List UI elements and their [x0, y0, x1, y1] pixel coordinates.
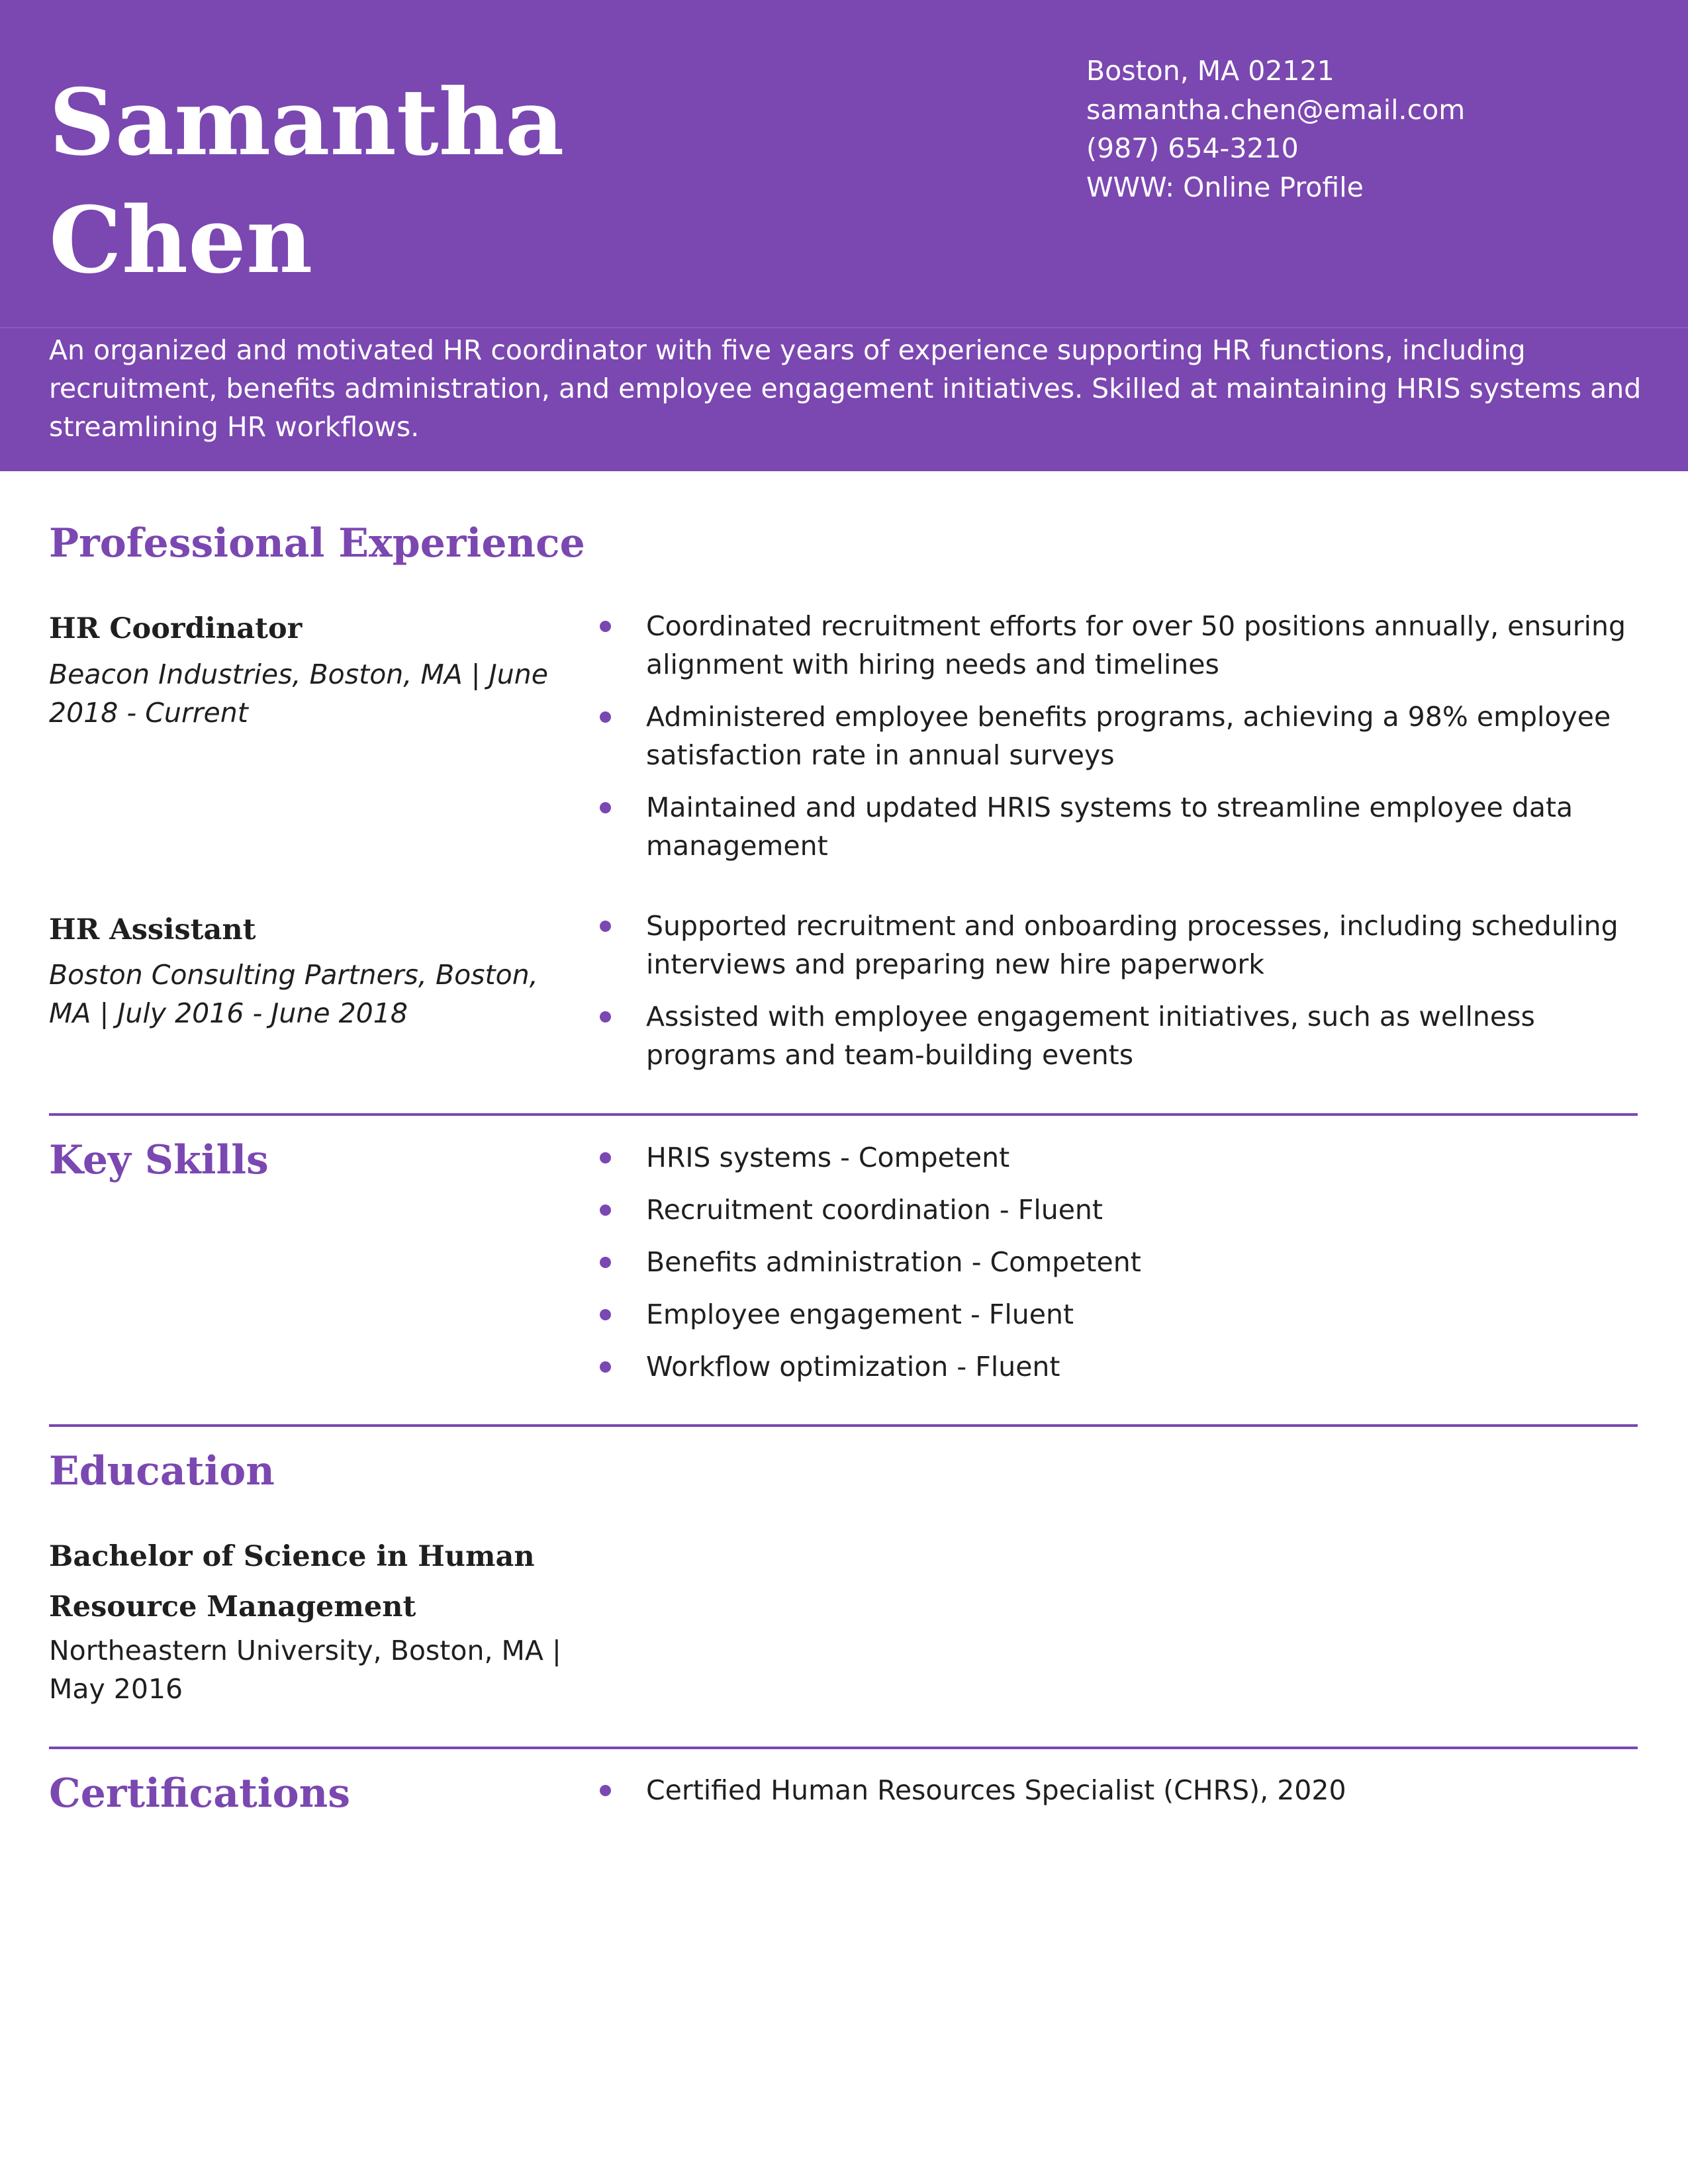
education-degree: Bachelor of Science in Human Resource Management — [49, 1540, 535, 1623]
list-item — [600, 788, 1652, 865]
last-name: Chen — [49, 186, 313, 294]
job-meta: Beacon Industries, Boston, MA | June 2018 - Current — [49, 659, 548, 729]
list-item — [600, 1295, 1652, 1334]
section-title-education: Education — [49, 1448, 275, 1494]
list-item — [600, 1243, 1652, 1281]
bullet-text: Coordinated recruitment efforts for over 50 positions annually, ensuring alignment with hiring needs and timelines — [646, 610, 1626, 680]
job-meta: Boston Consulting Partners, Boston, MA | July 2016 - June 2018 — [49, 959, 538, 1029]
list-item — [600, 1347, 1652, 1386]
certifications-list — [600, 1771, 1652, 1809]
section-divider — [49, 1747, 1638, 1749]
skill-text: Workflow optimization - Fluent — [646, 1351, 1060, 1383]
bullet-text: Supported recruitment and onboarding processes, including scheduling interviews and preparing new hire paperwork — [646, 910, 1618, 980]
list-item — [600, 1191, 1652, 1229]
job-bullet-list — [600, 907, 1652, 1088]
education-meta: Northeastern University, Boston, MA | May 2016 — [49, 1635, 561, 1705]
bullet-text: Assisted with employee engagement initiatives, such as wellness programs and team-building events — [646, 1001, 1535, 1071]
bullet-text: Administered employee benefits programs, achieving a 98% employee satisfaction rate in annual surveys — [646, 701, 1611, 771]
contact-website[interactable]: WWW: Online Profile — [1086, 171, 1364, 203]
section-title-experience: Professional Experience — [49, 520, 585, 567]
job-role: HR Coordinator — [49, 612, 303, 645]
skill-text: Employee engagement - Fluent — [646, 1298, 1074, 1330]
list-item — [600, 997, 1652, 1074]
contact-email[interactable]: samantha.chen@email.com — [1086, 93, 1466, 126]
certification-text: Certified Human Resources Specialist (CHRS), 2020 — [646, 1774, 1346, 1806]
contact-phone[interactable]: (987) 654-3210 — [1086, 132, 1299, 164]
job-role: HR Assistant — [49, 913, 256, 946]
bullet-text: Maintained and updated HRIS systems to streamline employee data management — [646, 792, 1573, 862]
list-item — [600, 607, 1652, 684]
bullet-icon — [600, 1361, 611, 1373]
bullet-icon — [600, 802, 611, 813]
section-divider — [49, 1424, 1638, 1427]
bullet-icon — [600, 1011, 611, 1023]
contact-address: Boston, MA 02121 — [1086, 55, 1335, 87]
list-item — [600, 698, 1652, 774]
skills-list — [600, 1138, 1652, 1400]
skill-text: Benefits administration - Competent — [646, 1246, 1141, 1278]
bullet-icon — [600, 1205, 611, 1216]
list-item — [600, 1771, 1652, 1809]
section-title-skills: Key Skills — [49, 1137, 269, 1183]
candidate-name — [49, 64, 711, 299]
header-divider — [0, 327, 1688, 328]
skill-text: HRIS systems - Competent — [646, 1142, 1010, 1173]
list-item — [600, 907, 1652, 983]
skill-text: Recruitment coordination - Fluent — [646, 1194, 1103, 1226]
bullet-icon — [600, 621, 611, 632]
bullet-icon — [600, 1309, 611, 1320]
contact-block — [1086, 52, 1656, 206]
bullet-icon — [600, 1785, 611, 1796]
first-name: Samantha — [49, 68, 565, 176]
section-divider — [49, 1113, 1638, 1116]
list-item — [600, 1138, 1652, 1177]
section-title-certifications: Certifications — [49, 1770, 351, 1817]
bullet-icon — [600, 1257, 611, 1268]
bullet-icon — [600, 711, 611, 723]
bullet-icon — [600, 921, 611, 932]
professional-summary: An organized and motivated HR coordinator with five years of experience supporting HR functions, including recruitment, benefits administration, and employee engagement initiatives. Skilled at maintaining HRIS systems and streamlining HR workflows. — [49, 334, 1642, 443]
job-bullet-list — [600, 607, 1652, 879]
bullet-icon — [600, 1152, 611, 1163]
